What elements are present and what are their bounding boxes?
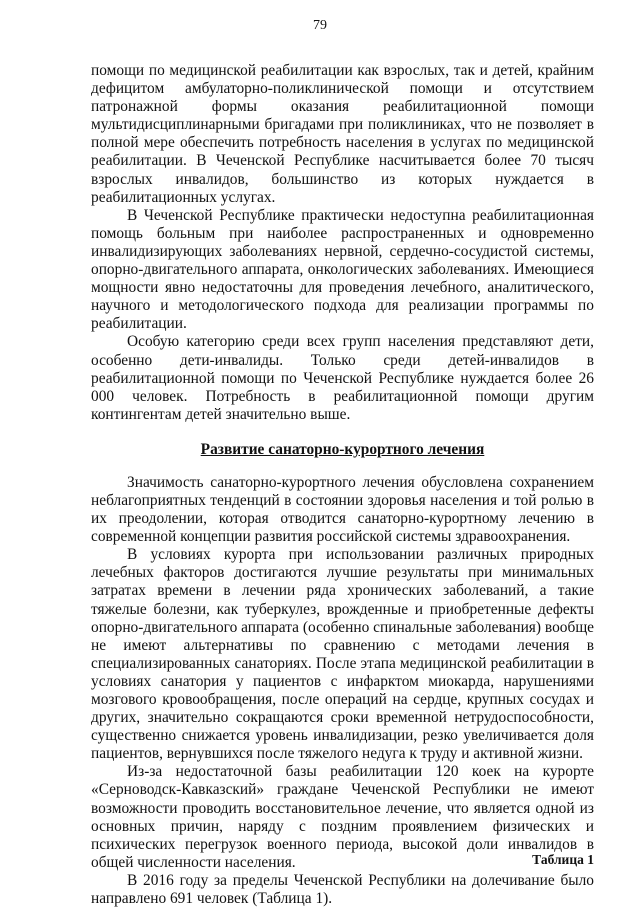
page-number: 79 [313, 18, 327, 33]
paragraph-children: Особую категорию среди всех групп населения представляют дети, особенно дети-инвалиды. Только среди детей-инвалидов в реабилитационной помощи по Чеченской Республике нуждается более 26 000 человек. Потребность в реабилитационной помощи другим контингентам детей значительно выше. [91, 333, 594, 423]
section-heading: Развитие санаторно-курортного лечения [200, 440, 485, 458]
paragraph-rehab-availability: В Чеченской Республике практически недоступна реабилитационная помощь больным при наиболее распространенных и одновременно инвалидизирующих заболеваниях нервной, сердечно-сосудистой системы, опорно-двигательного аппарата, онкологических заболеваниях. Имеющиеся мощности явно недостаточны для проведения лечебного, аналитического, научного и методологического подхода для реализации программы по реабилитации. [91, 206, 594, 333]
paragraph-significance: Значимость санаторно-курортного лечения обусловлена сохранением неблагоприятных тенденций в состоянии здоровья населения и той ролью в их преодолении, которая отводится санаторно-курортному лечению в современной концепции развития российской системы здравоохранения. [91, 473, 594, 546]
paragraph-resort-conditions: В условиях курорта при использовании различных природных лечебных факторов достигаются лучшие результаты при минимальных затратах времени в лечении ряда хронических заболеваний, а такие тяжелые болезни, как туберкулез, врожденные и приобретенные дефекты опорно-двигательного аппарата (особенно спинальные заболевания) вообще не имеют альтернативы по сравнению с методами лечения в специализированных санаториях. После этапа медицинской реабилитации в условиях санатория у пациентов с инфарктом миокарда, нарушениями мозгового кровообращения, после операций на сердце, крупных сосудах и других, значительно сокращаются сроки временной нетрудоспособности, существенно снижается уровень инвалидизации, резко увеличивается доля пациентов, вернувшихся после тяжелого недуга к труду и активной жизни. [91, 546, 594, 763]
table-caption: Таблица 1 [532, 852, 594, 867]
document-body [91, 62, 594, 908]
paragraph-referrals-2016: В 2016 году за пределы Чеченской Республики на долечивание было направлено 691 человек (Таблица 1). [91, 871, 594, 908]
paragraph-continuation: помощи по медицинской реабилитации как взрослых, так и детей, крайним дефицитом амбулаторно-поликлинической помощи и отсутствием патронажной формы оказания реабилитационной помощи мультидисциплинарными бригадами при поликлиниках, что не позволяет в полной мере обеспечить потребность населения в услугах по медицинской реабилитации. В Чеченской Республике насчитывается более 70 тысяч взрослых инвалидов, большинство из которых нуждается в реабилитационных услугах. [91, 62, 594, 206]
paragraph-beds-shortage: Из-за недостаточной базы реабилитации 120 коек на курорте «Серноводск-Кавказский» граждане Чеченской Республики не имеют возможности проводить восстановительное лечение, что является одной из основных причин, наряду с поздним проявлением физических и психических перегрузок военного периода, высокой доли инвалидов в общей численности населения. [91, 763, 594, 871]
